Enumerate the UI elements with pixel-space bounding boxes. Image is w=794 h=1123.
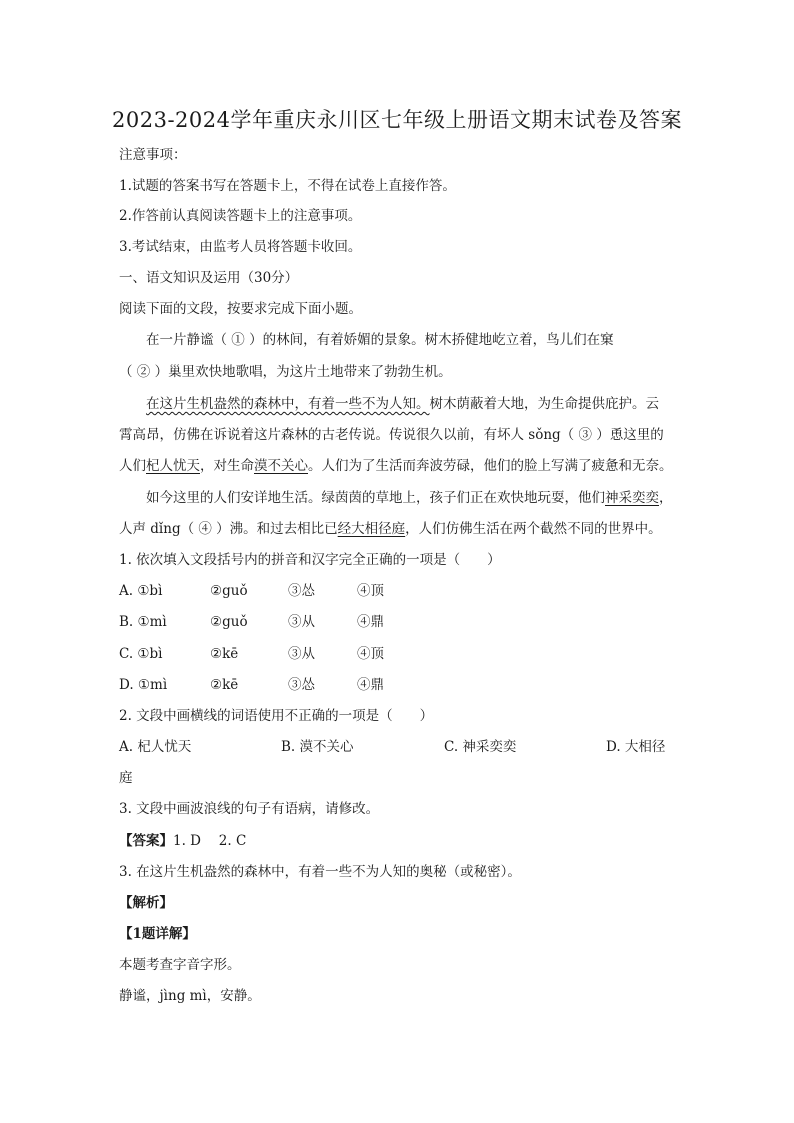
passage-line <box>119 519 662 539</box>
passage-line: 霄高昂，仿佛在诉说着这片森林的古老传说。传说很久以前，有坏人 sǒng（ ③ ）恿这里的 <box>119 427 664 443</box>
q2-option-wrap: 庭 <box>119 770 133 786</box>
question-2-stem: 2. 文段中画横线的词语使用不正确的一项是（ ） <box>119 708 434 724</box>
passage-line <box>146 394 659 414</box>
q1-option: ②guǒ <box>210 614 248 630</box>
notice-item-3: 3.考试结束，由监考人员将答题卡收回。 <box>119 239 362 255</box>
notice-heading: 注意事项： <box>119 147 187 163</box>
underlined-word: 杞人忧天 <box>146 458 200 474</box>
answer-q3: 3. 在这片生机盎然的森林中，有着一些不为人知的奥秘（或秘密）。 <box>119 864 521 880</box>
analysis-line: 本题考查字音字形。 <box>119 957 241 973</box>
q2-option: D. 大相径 <box>606 739 666 755</box>
passage-line <box>146 488 673 508</box>
q1-option: ②guǒ <box>210 583 248 599</box>
notice-item-2: 2.作答前认真阅读答题卡上的注意事项。 <box>119 208 362 224</box>
notice-item-1: 1.试题的答案书写在答题卡上，不得在试卷上直接作答。 <box>119 178 456 194</box>
question-3-stem: 3. 文段中画波浪线的句子有语病，请修改。 <box>119 801 380 817</box>
q1-option: ④鼎 <box>357 677 384 693</box>
q1-option: ④顶 <box>357 583 384 599</box>
q1-option: ③从 <box>288 646 315 662</box>
q1-option: ②kē <box>210 646 239 662</box>
section-heading: 一、语文知识及运用（30分） <box>119 270 299 286</box>
analysis-sub-label: 【1题详解】 <box>119 926 196 942</box>
passage-text: 人们 <box>119 458 146 474</box>
q1-option: C. ①bì <box>119 646 163 662</box>
answer-line <box>119 831 246 851</box>
analysis-line: 静谧，jìng mì，安静。 <box>119 988 261 1004</box>
q1-option: B. ①mì <box>119 614 167 630</box>
wavy-sentence: 在这片生机盎然的森林中，有着一些不为人知。 <box>146 396 430 412</box>
q1-option: ④顶 <box>357 646 384 662</box>
passage-line <box>119 456 673 476</box>
question-1-stem: 1. 依次填入文段括号内的拼音和汉字完全正确的一项是（ ） <box>119 552 501 568</box>
q1-option: ③怂 <box>288 677 315 693</box>
passage-text: 如今这里的人们安详地生活。绿茵茵的草地上，孩子们正在欢快地玩耍，他们 <box>146 490 605 506</box>
section-instruction: 阅读下面的文段，按要求完成下面小题。 <box>119 301 362 317</box>
passage-text: 。人们为了生活而奔波劳碌，他们的脸上写满了疲惫和无奈。 <box>308 458 673 474</box>
q1-option: A. ①bì <box>119 583 163 599</box>
underlined-word: 漠不关心 <box>254 458 308 474</box>
q2-option: A. 杞人忧天 <box>119 739 192 755</box>
q2-option: B. 漠不关心 <box>281 739 354 755</box>
q2-option: C. 神采奕奕 <box>444 739 517 755</box>
page-title: 2023-2024学年重庆永川区七年级上册语文期末试卷及答案 <box>112 108 682 132</box>
passage-line: （ ② ）巢里欢快地歌唱，为这片土地带来了勃勃生机。 <box>119 364 452 380</box>
passage-line: 在一片静谧（ ① ）的林间，有着娇媚的景象。树木挢健地屹立着，鸟儿们在窠 <box>146 332 614 348</box>
analysis-label: 【解析】 <box>119 895 173 911</box>
q1-option: ④鼎 <box>357 614 384 630</box>
underlined-word: 经大相径庭 <box>337 521 406 537</box>
q1-option: ③怂 <box>288 583 315 599</box>
passage-text: 树木荫蔽着大地，为生命提供庇护。云 <box>429 396 659 412</box>
passage-text: ，对生命 <box>200 458 254 474</box>
passage-text: ， <box>659 490 673 506</box>
q1-option: ②kē <box>210 677 239 693</box>
answer-label: 【答案】 <box>119 833 173 849</box>
q1-option: D. ①mì <box>119 677 168 693</box>
answer-text: 1. D 2. C <box>173 833 247 849</box>
underlined-word: 神采奕奕 <box>605 490 659 506</box>
passage-text: ，人们仿佛生活在两个截然不同的世界中。 <box>405 521 662 537</box>
q1-option: ③从 <box>288 614 315 630</box>
passage-text: 人声 dǐng（ ④ ）沸。和过去相比已 <box>119 521 338 537</box>
